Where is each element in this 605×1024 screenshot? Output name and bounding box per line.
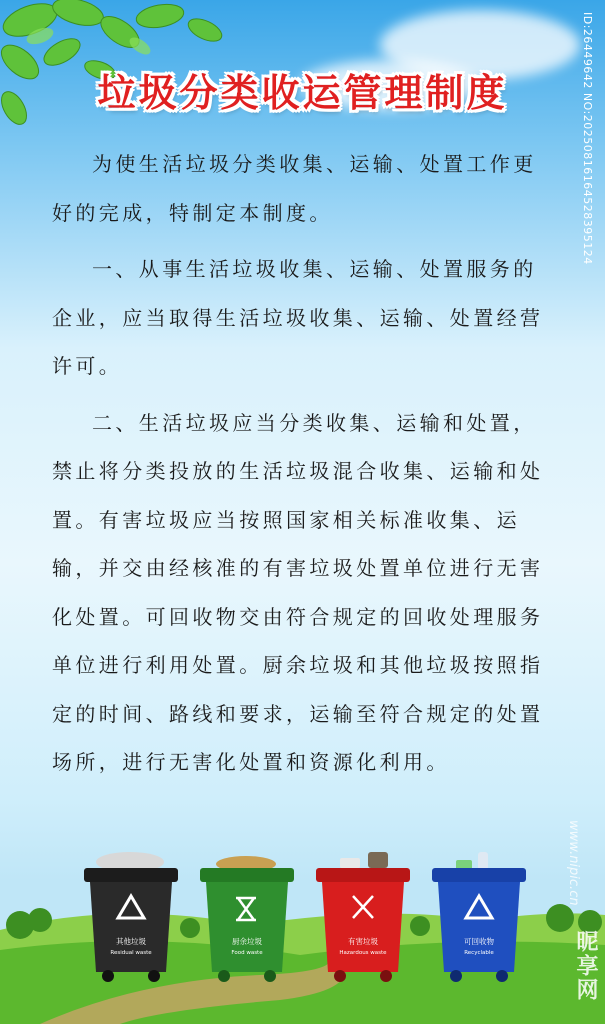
paragraph-one: 一、从事生活垃圾收集、运输、处置服务的企业，应当取得生活垃圾收集、运输、处置经营许可。: [52, 257, 544, 378]
bin-label-cn: 有害垃圾: [348, 937, 378, 946]
bin-label-cn: 其他垃圾: [116, 937, 146, 946]
watermark-url: www.nipic.cn: [566, 820, 581, 906]
watermark: [560, 820, 600, 1020]
watermark-logo: 昵享网: [573, 930, 598, 1002]
bin-hazardous: [316, 852, 410, 982]
bin-food: [200, 856, 294, 982]
bin-label-cn: 厨余垃圾: [232, 937, 262, 946]
bin-recyclable: [432, 852, 526, 982]
bin-label-cn: 可回收物: [464, 937, 494, 946]
page-title: 垃圾分类收运管理制度: [97, 71, 508, 115]
bin-label-en: Food waste: [231, 950, 263, 956]
bin-label-en: Recyclable: [464, 950, 494, 956]
bin-label-en: Hazardous waste: [339, 950, 387, 956]
image-id-label: ID:26449642 NO:20250816164528395124: [581, 12, 594, 265]
bin-label-en: Residual waste: [110, 950, 152, 956]
bin-other: [84, 852, 178, 982]
paragraph-two: 二、生活垃圾应当分类收集、运输和处置，禁止将分类投放的生活垃圾混合收集、运输和处置。有害垃圾应当按照国家相关标准收集、运输，并交由经核准的有害垃圾处置单位进行无害化处置。可回收物交由符合规定的回收处理服务单位进行利用处置。厨余垃圾和其他垃圾按照指定的时间、路线和要求，运输至符合规定的处置场所，进行无害化处置和资源化利用。: [52, 410, 544, 774]
paragraph-intro: 为使生活垃圾分类收集、运输、处置工作更好的完成，特制定本制度。: [52, 152, 537, 225]
